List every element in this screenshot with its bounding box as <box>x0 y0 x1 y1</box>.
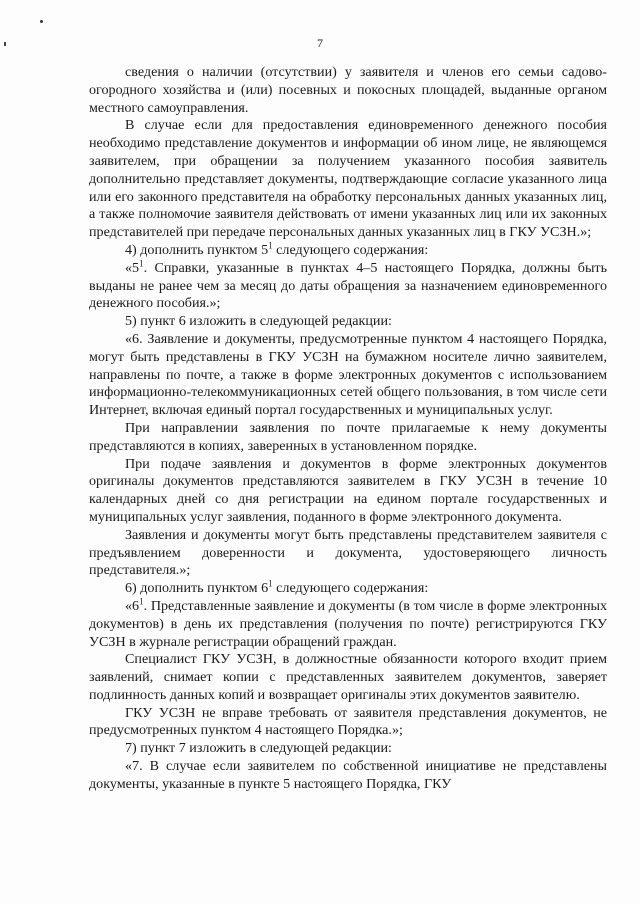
document-body <box>89 64 607 794</box>
paragraph-specialist: Специалист ГКУ УСЗН, в должностные обязанности которого входит прием заявлений, снимает копии с представленных заявителем документов, заверяет подлинность данных копий и возвращает оригиналы этих документов заявителю. <box>89 651 607 703</box>
paragraph-5-1: «$5^1$. Справки, указанные в пунктах 4–5 настоящего Порядка, должны быть выданы не ранее чем за месяц до даты обращения за назначением единовременного денежного пособия.»; <box>89 258 607 312</box>
paragraph-not-entitled: ГКУ УСЗН не вправе требовать от заявителя представления документов, не предусмотренных пунктом 4 настоящего Порядка.»; <box>89 704 607 739</box>
paragraph-mail: При направлении заявления по почте прилагаемые к нему документы представляются в копиях, заверенных в установленном порядке. <box>89 419 607 454</box>
paragraph-land-info: сведения о наличии (отсутствии) у заявителя и членов его семьи садово-огородного хозяйства и (или) посевных и покосных площадей, выданные органом местного самоуправления. <box>89 64 607 116</box>
paragraph-item-5: 5) пункт 6 изложить в следующей редакции: <box>125 313 392 330</box>
paragraph-6: «6. Заявление и документы, предусмотренные пунктом 4 настоящего Порядка, могут быть представлены в ГКУ УСЗН на бумажном носителе лично заявителем, направлены по почте, а также в форме электронных документов с использованием информационно-телекоммуникационных сетей общего пользования, в том числе сети Интернет, включая единый портал государственных и муниципальных услуг. <box>89 330 607 419</box>
paragraph-7: «7. В случае если заявителем по собственной инициативе не представлены документы, указанные в пункте 5 настоящего Порядка, ГКУ <box>89 758 607 792</box>
paragraph-consent: В случае если для предоставления единовременного денежного пособия необходимо представление документов и информации об ином лице, не являющемся заявителем, при обращении за получением указанного пособия заявитель дополнительно представляет документы, подтверждающие согласие указанного лица или его законного представителя на обработку персональных данных указанных лиц, а также полномочие заявителя действовать от имени указанных лиц или их законных представителей при передаче персональных данных указанных лиц в ГКУ УСЗН.»; <box>89 117 607 241</box>
paragraph-6-1: «$6^1$. Представленные заявление и документы (в том числе в форме электронных документов) в день их представления (получения по почте) регистрируются ГКУ УСЗН в журнале регистрации обращений граждан. <box>89 596 607 650</box>
paragraph-representative: Заявления и документы могут быть представлены представителем заявителя с предъявлением доверенности и документа, удостоверяющего личность представителя.»; <box>89 526 607 579</box>
paragraph-electronic: При подаче заявления и документов в форме электронных документов оригиналы документов представляются заявителем в ГКУ УСЗН в течение 10 календарных дней со дня регистрации на едином портале государственных и муниципальных услуг заявления, поданного в форме электронного документа. <box>89 455 607 525</box>
paragraph-item-6: 6) дополнить пунктом $6^1$ следующего содержания: <box>125 578 429 597</box>
page-number: 7 <box>317 36 323 50</box>
paragraph-item-4: 4) дополнить пунктом $5^1$ следующего содержания: <box>125 240 429 258</box>
paragraph-item-7: 7) пункт 7 изложить в следующей редакции: <box>125 740 392 757</box>
scan-artifact <box>40 20 43 23</box>
